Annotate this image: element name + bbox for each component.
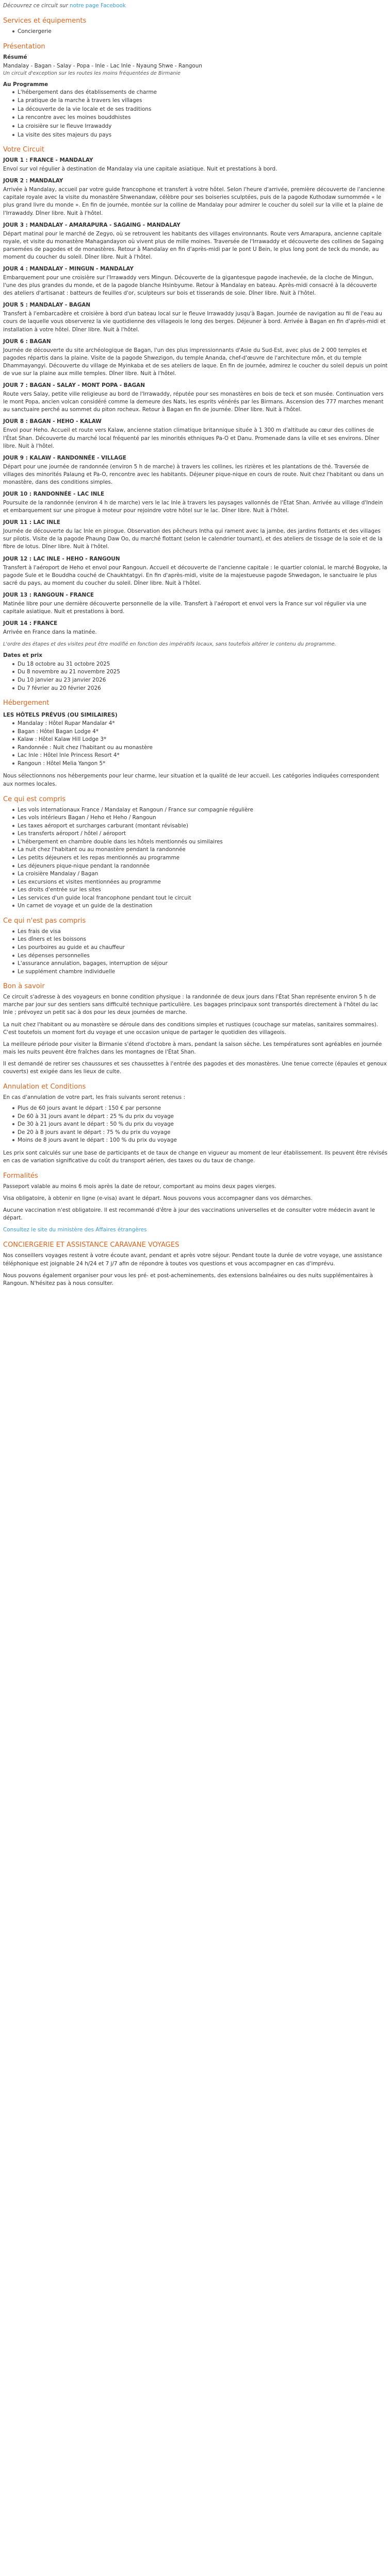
day-text: Départ pour une journée de randonnée (environ 5 h de marche) à travers les collines, les rizières et les plantations de thé. Traversée de villages des minorités Palaung et Pa-O, rencontre avec les habitants. Déjeuner pique-nique en cours de route. Nuit chez l'habitant ou dans un monastère, dans des conditions simples. [3, 463, 384, 485]
day-text: Transfert à l'embarcadère et croisière à bord d'un bateau local sur le fleuve Irrawaddy jusqu'à Bagan. Journée de navigation au fil de l'eau au cours de laquelle vous observerez la vie quotidienne des villageois le long des berges. Déjeuner à bord. Arrivée à Bagan en fin d'après-midi et installation à votre hôtel. Dîner libre. Nuit à l'hôtel. [3, 311, 386, 333]
day-text: Poursuite de la randonnée (environ 4 h de marche) vers le lac Inle à travers les paysages vallonnés de l'État Shan. Arrivée au village d'Indein et embarquement sur une pirogue à moteur pour rejoindre votre hôtel sur le lac. Dîner libre. Nuit à l'hôtel. [3, 500, 383, 514]
non-compris-list [3, 928, 388, 975]
day-title: JOUR 10 : RANDONNÉE - LAC INLE [3, 490, 105, 497]
day-text: Arrivée en France dans la matinée. [3, 629, 97, 636]
day-block [3, 222, 388, 261]
programme-item: La pratique de la marche à travers les villages [18, 97, 388, 105]
day-title: JOUR 9 : KALAW - RANDONNÉE - VILLAGE [3, 454, 126, 461]
annulation-item: De 30 à 21 jours avant le départ : 50 % du prix du voyage [18, 1121, 388, 1128]
day-title: JOUR 5 : MANDALAY - BAGAN [3, 302, 91, 309]
circuit-heading: Votre Circuit [3, 146, 44, 154]
programme-list [3, 89, 388, 139]
day-text: Envol pour Heho. Accueil et route vers Kalaw, ancienne station climatique britannique située à 1 300 m d'altitude au cœur des collines de l'État Shan. Découverte du marché local fréquenté par les minorités ethniques Pa-O et Danu. Promenade dans la ville et ses environs. Dîner libre. Nuit à l'hôtel. [3, 427, 380, 449]
hotel-item: Bagan : Hôtel Bagan Lodge 4* [18, 728, 388, 736]
hotels-title: LES HÔTELS PRÉVUS (OU SIMILAIRES) [3, 712, 118, 719]
compris-item: Les excursions et visites mentionnées au programme [18, 878, 388, 886]
non-compris-heading: Ce qui n'est pas compris [3, 917, 86, 925]
hotels-list [3, 720, 388, 767]
compris-item: Les transferts aéroport / hôtel / aéroport [18, 830, 388, 838]
intro [3, 2, 388, 10]
programme-item: L'hébergement dans des établissements de charme [18, 89, 388, 96]
concierge-paragraph: Nous pouvons également organiser pour vous les pré- et post-acheminements, des extensions balnéaires ou des nuits supplémentaires à Rangoun. N'hésitez pas à nous consulter. [3, 1272, 373, 1286]
bon-a-savoir-heading: Bon à savoir [3, 982, 45, 991]
bon-a-savoir-paragraph: La meilleure période pour visiter la Birmanie s'étend d'octobre à mars, pendant la saison sèche. Les températures sont agréables en journée mais les nuits peuvent être fraîches dans les montagnes de l'État Shan. [3, 1041, 382, 1055]
programme-label: Au Programme [3, 81, 48, 88]
day-text: Envol sur vol régulier à destination de Mandalay via une capitale asiatique. Nuit et prestations à bord. [3, 166, 278, 173]
presentation-route: Mandalay - Bagan - Salay - Popa - Inle - Lac Inle - Nyaung Shwe - Rangoun [3, 62, 202, 69]
compris-item: Les droits d'entrée sur les sites [18, 886, 388, 894]
annulation-list [3, 1105, 388, 1144]
concierge-block [3, 1252, 388, 1287]
hotel-item: Lac Inle : Hôtel Inle Princess Resort 4* [18, 752, 388, 759]
presentation-block [3, 54, 388, 77]
bon-a-savoir-block [3, 993, 388, 1076]
day-title: JOUR 3 : MANDALAY - AMARAPURA - SAGAING - MANDALAY [3, 222, 181, 228]
dates-title: Dates et prix [3, 652, 42, 658]
day-text: Matinée libre pour une dernière découverte personnelle de la ville. Transfert à l'aéroport et envol vers la France sur vol régulier via une capitale asiatique. Nuit et prestations à bord. [3, 600, 367, 615]
day-title: JOUR 14 : FRANCE [3, 620, 58, 627]
date-item: Du 8 novembre au 21 novembre 2025 [18, 668, 388, 676]
compris-item: Les petits déjeuners et les repas mentionnés au programme [18, 854, 388, 862]
day-block [3, 591, 388, 616]
day-title: JOUR 13 : RANGOUN - FRANCE [3, 591, 94, 598]
compris-item: L'hébergement en chambre double dans les hôtels mentionnés ou similaires [18, 838, 388, 846]
annulation-note: Les prix sont calculés sur une base de participants et de taux de change en vigueur au moment de leur établissement. Ils peuvent être révisés en cas de variation significative du coût du transport aérien, des taxes ou du taux de change. [3, 1149, 388, 1164]
circuit-footnote: L'ordre des étapes et des visites peut être modifié en fonction des impératifs locaux, sans toutefois altérer le contenu du programme. [3, 641, 336, 647]
day-block [3, 620, 388, 636]
day-block [3, 301, 388, 333]
day-text: Route vers Salay, petite ville religieuse au bord de l'Irrawaddy, réputée pour ses monastères en bois de teck et son musée. Continuation vers le mont Popa, ancien volcan considéré comme la demeure des Nats, les esprits vénérés par les Birmans. Ascension des 777 marches menant au sanctuaire perché au sommet du piton rocheux. Retour à Bagan en fin de journée. Dîner libre. Nuit à l'hôtel. [3, 391, 384, 413]
presentation-sub: Un circuit d'exception sur les routes les moins fréquentées de Birmanie [3, 70, 181, 76]
date-item: Du 18 octobre au 31 octobre 2025 [18, 660, 388, 668]
day-block [3, 490, 388, 515]
compris-list [3, 806, 388, 910]
day-block [3, 418, 388, 450]
programme-item: La rencontre avec les moines bouddhistes [18, 114, 388, 122]
concierge-heading: CONCIERGERIE ET ASSISTANCE CARAVANE VOYAGES [3, 1241, 180, 1249]
date-item: Du 10 janvier au 23 janvier 2026 [18, 676, 388, 684]
formalites-paragraph: Visa obligatoire, à obtenir en ligne (e-visa) avant le départ. Nous pouvons vous accompagner dans vos démarches. [3, 1195, 313, 1202]
concierge-paragraph: Nos conseillers voyages restent à votre écoute avant, pendant et après votre séjour. Pendant toute la durée de votre voyage, une assistance téléphonique est joignable 24 h/24 et 7 j/7 afin de répondre à toutes vos questions et vous accompagner en cas d'imprévu. [3, 1252, 382, 1267]
facebook-link[interactable]: notre page Facebook [70, 3, 126, 9]
day-block [3, 177, 388, 217]
hebergement-heading: Hébergement [3, 699, 50, 707]
day-block [3, 382, 388, 414]
non-compris-item: L'assurance annulation, bagages, interruption de séjour [18, 960, 388, 968]
day-text: Journée de découverte du lac Inle en pirogue. Observation des pêcheurs Intha qui rament avec la jambe, des jardins flottants et des villages sur pilotis. Visite de la pagode Phaung Daw Oo, du marché flottant (selon le calendrier tournant), et des ateliers de tissage de la soie et de la fibre de lotus. Dîner libre. Nuit à l'hôtel. [3, 528, 383, 550]
hotel-item: Kalaw : Hôtel Kalaw Hill Lodge 3* [18, 736, 388, 743]
bon-a-savoir-paragraph: Ce circuit s'adresse à des voyageurs en bonne condition physique : la randonnée de deux jours dans l'État Shan représente environ 5 h de marche par jour sur des sentiers sans difficulté technique particulière. Les bagages principaux sont transportés directement à l'hôtel du lac Inle ; prévoyez un petit sac à dos pour les deux journées de marche. [3, 994, 379, 1016]
bon-a-savoir-paragraph: Il est demandé de retirer ses chaussures et ses chaussettes à l'entrée des pagodes et des monastères. Une tenue correcte (épaules et genoux couverts) est exigée dans les lieux de culte. [3, 1060, 387, 1075]
non-compris-item: Les dépenses personnelles [18, 952, 388, 960]
day-title: JOUR 11 : LAC INLE [3, 519, 60, 526]
annulation-item: Plus de 60 jours avant le départ : 150 € par personne [18, 1105, 388, 1112]
hotel-item: Mandalay : Hôtel Rupar Mandalar 4* [18, 720, 388, 727]
day-text: Départ matinal pour le marché de Zegyo, où se retrouvent les habitants des villages environnants. Route vers Amarapura, ancienne capitale royale, et visite du monastère Mahagandayon où vivent plus de mille moines. Traversée de l'Irrawaddy et découverte des collines de Sagaing parsemées de pagodes et de monastères. Retour à Mandalay en fin d'après-midi par le pont U Bein, le plus long pont de teck du monde, au moment du coucher du soleil. Dîner libre. Nuit à l'hôtel. [3, 230, 384, 260]
formalites-paragraph: Aucune vaccination n'est obligatoire. Il est recommandé d'être à jour des vaccinations universelles et de consulter votre médecin avant le départ. [3, 1207, 375, 1222]
day-block [3, 265, 388, 297]
non-compris-item: Les dîners et les boissons [18, 936, 388, 943]
compris-heading: Ce qui est compris [3, 795, 66, 803]
day-title: JOUR 4 : MANDALAY - MINGUN - MANDALAY [3, 266, 134, 273]
formalites-block [3, 1183, 388, 1234]
day-text: Embarquement pour une croisière sur l'Irrawaddy vers Mingun. Découverte de la gigantesque pagode inachevée, de la cloche de Mingun, l'une des plus grandes du monde, et de la pagode blanche Hsinbyume. Retour à Mandalay en bateau. Après-midi consacré à la découverte des ateliers d'artisanat : batteurs de feuilles d'or, sculpteurs sur bois et tisserands de soie. Dîner libre. Nuit à l'hôtel. [3, 275, 377, 297]
compris-item: Les vols internationaux France / Mandalay et Rangoun / France sur compagnie régulière [18, 806, 388, 814]
day-block [3, 555, 388, 587]
hotel-item: Rangoun : Hôtel Melia Yangon 5* [18, 760, 388, 768]
day-title: JOUR 2 : MANDALAY [3, 178, 63, 184]
annulation-item: De 20 à 8 jours avant le départ : 75 % du prix du voyage [18, 1129, 388, 1137]
programme-item: La découverte de la vie locale et de ses traditions [18, 106, 388, 113]
day-block [3, 338, 388, 378]
compris-item: Un carnet de voyage et un guide de la destination [18, 902, 388, 910]
compris-item: Les services d'un guide local francophone pendant tout le circuit [18, 894, 388, 902]
day-text: Arrivée à Mandalay, accueil par votre guide francophone et transfert à votre hôtel. Selon l'heure d'arrivée, première découverte de l'ancienne capitale royale avec la visite du monastère Shwenandaw, célèbre pour ses boiseries sculptées, puis de la pagode Kuthodaw surnommée « le plus grand livre du monde ». En fin de journée, montée sur la colline de Mandalay pour admirer le coucher du soleil sur la ville et la plaine de l'Irrawaddy. Dîner libre. Nuit à l'hôtel. [3, 187, 385, 216]
non-compris-item: Le supplément chambre individuelle [18, 968, 388, 976]
compris-item: Les déjeuners pique-nique pendant la randonnée [18, 862, 388, 870]
day-title: JOUR 8 : BAGAN - HEHO - KALAW [3, 418, 102, 425]
presentation-heading: Présentation [3, 42, 45, 50]
annulation-item: Moins de 8 jours avant le départ : 100 % du prix du voyage [18, 1137, 388, 1144]
programme-item: La visite des sites majeurs du pays [18, 131, 388, 139]
compris-item: Les taxes aéroport et surcharges carburant (montant révisable) [18, 822, 388, 830]
presentation-headline: Résumé [3, 54, 27, 60]
day-text: Journée de découverte du site archéologique de Bagan, l'un des plus impressionnants d'Asie du Sud-Est, avec plus de 2 000 temples et pagodes répartis dans la plaine. Visite de la pagode Shwezigon, du temple Ananda, chef-d'œuvre de l'architecture môn, et du temple Dhammayangyi. Découverte du village de Myinkaba et de ses ateliers de laque. En fin de journée, admirez le coucher du soleil depuis un point de vue sur la plaine aux mille temples. Dîner libre. Nuit à l'hôtel. [3, 347, 388, 377]
day-title: JOUR 12 : LAC INLE - HEHO - RANGOUN [3, 555, 120, 562]
day-block [3, 454, 388, 486]
annulation-item: De 60 à 31 jours avant le départ : 25 % du prix du voyage [18, 1113, 388, 1121]
annulation-lead: En cas d'annulation de votre part, les frais suivants seront retenus : [3, 1094, 185, 1100]
formalites-heading: Formalités [3, 1172, 38, 1180]
day-block [3, 157, 388, 173]
day-title: JOUR 1 : FRANCE - MANDALAY [3, 157, 93, 164]
day-block [3, 519, 388, 551]
services-item: Conciergerie [18, 28, 388, 36]
services-heading: Services et équipements [3, 17, 87, 25]
annulation-heading: Annulation et Conditions [3, 1082, 86, 1091]
compris-item: La croisière Mandalay / Bagan [18, 870, 388, 878]
day-title: JOUR 7 : BAGAN - SALAY - MONT POPA - BAGAN [3, 382, 145, 389]
day-text: Transfert à l'aéroport de Heho et envol pour Rangoun. Accueil et découverte de l'ancienne capitale : le quartier colonial, le marché Bogyoke, la pagode Sule et le Bouddha couché de Chaukhtatgyi. En fin d'après-midi, visite de la majestueuse pagode Shwedagon, le sanctuaire le plus sacré du pays, au moment du coucher du soleil. Dîner libre. Nuit à l'hôtel. [3, 564, 387, 586]
formalites-paragraph: Passeport valable au moins 6 mois après la date de retour, comportant au moins deux pages vierges. [3, 1183, 276, 1190]
hebergement-note: Nous sélectionnons nos hébergements pour leur charme, leur situation et la qualité de leur accueil. Les catégories indiquées correspondent aux normes locales. [3, 773, 379, 787]
day-title: JOUR 6 : BAGAN [3, 338, 51, 345]
diplomatie-link[interactable]: Consultez le site du ministère des Affaires étrangères [3, 1227, 147, 1233]
programme-item: La croisière sur le fleuve Irrawaddy [18, 123, 388, 130]
compris-item: La nuit chez l'habitant ou au monastère pendant la randonnée [18, 846, 388, 854]
compris-item: Les vols intérieurs Bagan / Heho et Heho / Rangoun [18, 814, 388, 822]
hotel-item: Randonnée : Nuit chez l'habitant ou au monastère [18, 744, 388, 752]
non-compris-item: Les pourboires au guide et au chauffeur [18, 944, 388, 952]
bon-a-savoir-paragraph: La nuit chez l'habitant ou au monastère se déroule dans des conditions simples et rustiques (couchage sur matelas, sanitaires sommaires). C'est toutefois un moment fort du voyage et une occasion unique de partager le quotidien des villageois. [3, 1021, 378, 1036]
non-compris-item: Les frais de visa [18, 928, 388, 936]
date-item: Du 7 février au 20 février 2026 [18, 685, 388, 692]
intro-text: Découvrez ce circuit sur [3, 3, 70, 9]
services-list [3, 28, 388, 36]
dates-list [3, 660, 388, 692]
